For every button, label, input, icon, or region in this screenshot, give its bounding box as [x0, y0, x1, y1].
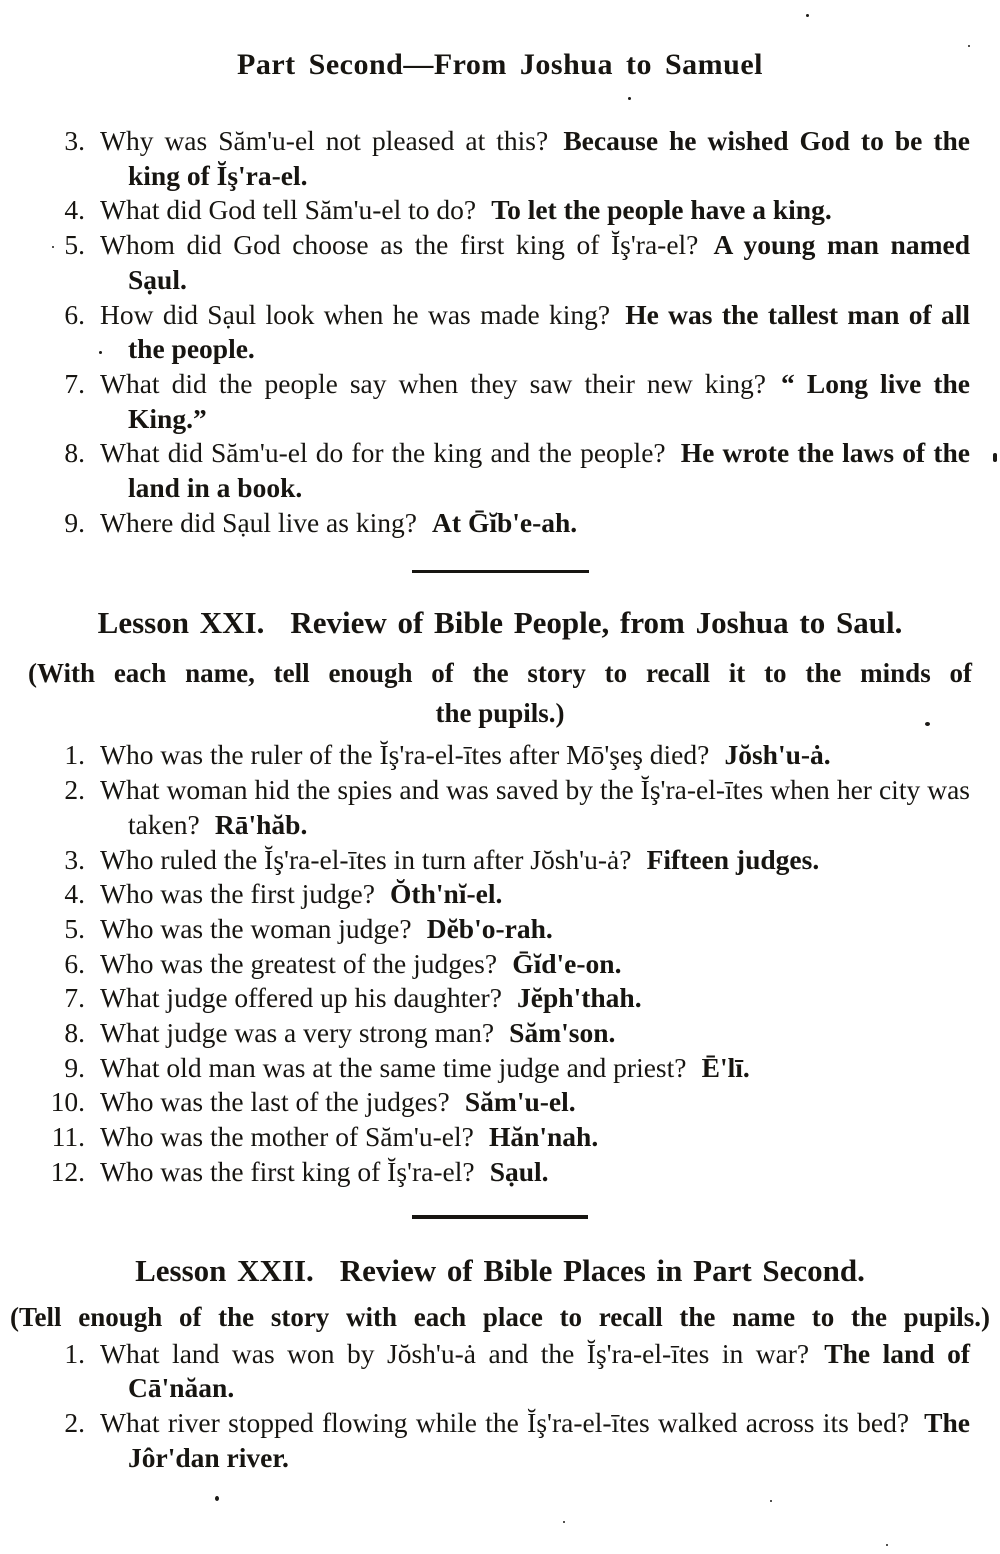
scan-speck	[925, 722, 930, 726]
item-number: 6.	[64, 947, 85, 979]
answer-text: To let the people have a king.	[491, 194, 832, 226]
section-divider	[412, 1215, 588, 1219]
question-text: Who was the last of the judges?	[100, 1086, 450, 1118]
answer-text: He wrote the laws of the land in a book.	[128, 437, 970, 504]
lesson-22-title: Review of Bible Places in Part Second.	[339, 1252, 865, 1288]
item-body	[100, 981, 970, 1016]
qa-item	[0, 193, 970, 228]
qa-item	[0, 436, 970, 505]
answer-text: Săm'u-el.	[464, 1086, 576, 1118]
item-body	[100, 298, 970, 367]
question-text: What river stopped flowing while the Ĭş'ra-el-ītes walked across its bed?	[100, 1406, 910, 1438]
qa-item	[0, 1155, 970, 1190]
question-text: Who was the greatest of the judges?	[100, 947, 498, 979]
item-number: 8.	[64, 437, 85, 469]
answer-text: Fifteen judges.	[646, 843, 820, 875]
question-text: What judge offered up his daughter?	[100, 982, 502, 1014]
question-text: How did Sạul look when he was made king?	[100, 298, 611, 330]
item-number: 3.	[64, 843, 85, 875]
answer-text: “ Long live the King.”	[128, 367, 971, 434]
lesson-22-question-list	[0, 1337, 1000, 1476]
lesson-21-question-list	[0, 738, 1000, 1189]
item-body	[100, 1406, 970, 1475]
qa-item	[0, 738, 970, 773]
lesson-21-heading	[0, 603, 1000, 643]
scan-speck	[770, 1500, 772, 1502]
qa-item	[0, 773, 970, 842]
qa-item	[0, 124, 970, 193]
item-number: 7.	[64, 982, 85, 1014]
question-text: Who was the ruler of the Ĭş'ra-el-ītes after Mō'şeş died?	[100, 739, 710, 771]
question-text: What judge was a very strong man?	[100, 1017, 495, 1049]
item-number: 4.	[64, 878, 85, 910]
scan-speck	[628, 97, 631, 100]
answer-text: Jŏsh'u-ȧ.	[724, 739, 831, 771]
lesson-22-note: (Tell enough of the story with each place to recall the name to the pupils.)	[10, 1301, 990, 1332]
question-text: What did the people say when they saw their new king?	[100, 367, 766, 399]
question-text: Who was the first king of Ĭş'ra-el?	[100, 1155, 475, 1187]
item-number: 5.	[64, 912, 85, 944]
question-text: Who ruled the Ĭş'ra-el-ītes in turn after Jŏsh'u-ȧ?	[100, 843, 632, 875]
answer-text: Because he wished God to be the king of Ĭş'ra-el.	[128, 125, 970, 191]
item-number: 1.	[64, 739, 85, 771]
lesson-22-heading	[0, 1251, 1000, 1291]
answer-text: Hăn'nah.	[488, 1121, 599, 1153]
item-body	[100, 1120, 970, 1155]
scan-speck	[886, 1544, 888, 1546]
item-number: 9.	[64, 1051, 85, 1083]
item-number: 2.	[64, 774, 85, 806]
item-number: 1.	[64, 1337, 85, 1369]
question-text: Where did Sạul live as king?	[100, 506, 417, 538]
qa-item	[0, 1085, 970, 1120]
question-text: Whom did God choose as the first king of Ĭş'ra-el?	[100, 229, 699, 261]
qa-item	[0, 1337, 970, 1406]
scan-speck	[52, 246, 54, 248]
section-divider	[412, 570, 589, 573]
qa-item	[0, 1120, 970, 1155]
scan-speck	[993, 453, 997, 462]
scan-speck	[968, 45, 970, 47]
qa-item	[0, 298, 970, 367]
item-body	[100, 193, 970, 228]
answer-text: He was the tallest man of all the people.	[128, 298, 970, 365]
qa-item	[0, 228, 970, 297]
answer-text: Ŏth'nĭ-el.	[390, 878, 503, 910]
item-body	[100, 773, 970, 842]
question-text: Who was the woman judge?	[100, 912, 412, 944]
answer-text: The Jôr'dan river.	[128, 1406, 970, 1473]
qa-item	[0, 1016, 970, 1051]
item-number: 10.	[50, 1086, 85, 1118]
answer-text: Rā'hăb.	[214, 808, 308, 840]
item-body	[100, 367, 971, 436]
answer-text: Jĕph'thah.	[517, 982, 642, 1014]
item-number: 12.	[50, 1155, 85, 1187]
note-line-1: (With each name, tell enough of the story to recall it to the minds of	[28, 658, 972, 689]
item-number: 4.	[64, 194, 85, 226]
page-title: Part Second—From Joshua to Samuel	[237, 48, 763, 81]
item-number: 6.	[64, 298, 85, 330]
item-body	[100, 843, 970, 878]
answer-text: A young man named Sạul.	[128, 229, 970, 295]
answer-text: Ḡĭd'e-on.	[512, 947, 622, 979]
lesson-21-label: Lesson XXI.	[97, 605, 265, 641]
question-text: What woman hid the spies and was saved by the Ĭş'ra-el-ītes when her city was taken?	[100, 774, 970, 840]
qa-item	[0, 506, 970, 541]
answer-text: Dĕb'o-rah.	[426, 912, 553, 944]
answer-text: At Ḡĭb'e-ah.	[432, 506, 578, 538]
qa-item	[0, 367, 970, 436]
qa-item	[0, 1406, 970, 1475]
qa-item	[0, 947, 970, 982]
item-number: 3.	[64, 125, 85, 156]
item-number: 2.	[64, 1406, 85, 1438]
question-text: What did Săm'u-el do for the king and the people?	[100, 437, 666, 469]
answer-text: The land of Cā'năan.	[128, 1337, 970, 1404]
question-text: What did God tell Săm'u-el to do?	[100, 194, 477, 226]
qa-item	[0, 843, 970, 878]
scan-speck	[215, 1496, 219, 1501]
item-body	[100, 506, 970, 541]
qa-item	[0, 877, 970, 912]
item-body	[100, 124, 970, 193]
qa-item	[0, 1051, 970, 1086]
item-number: 11.	[51, 1121, 85, 1153]
item-body	[100, 1085, 970, 1120]
item-body	[100, 738, 970, 773]
item-body	[100, 912, 970, 947]
question-text: What old man was at the same time judge and priest?	[100, 1051, 687, 1083]
item-body	[100, 436, 970, 505]
question-text: Who was the mother of Săm'u-el?	[100, 1121, 474, 1153]
item-body	[100, 877, 970, 912]
qa-item	[0, 912, 970, 947]
scan-speck	[99, 351, 102, 354]
scan-speck	[563, 1521, 565, 1523]
item-body	[100, 1337, 970, 1406]
scan-speck	[806, 14, 809, 17]
item-body	[100, 1016, 970, 1051]
question-text: Why was Săm'u-el not pleased at this?	[100, 125, 549, 156]
item-body	[100, 1051, 970, 1086]
part-second-question-list	[0, 124, 1000, 540]
answer-text: Ē'lī.	[701, 1051, 750, 1083]
lesson-21-title: Review of Bible People, from Joshua to Saul.	[290, 605, 903, 641]
lesson-22-label: Lesson XXII.	[135, 1252, 314, 1288]
item-body	[100, 228, 970, 297]
item-body	[100, 1155, 970, 1190]
note-line-2: the pupils.)	[435, 698, 565, 729]
item-number: 8.	[64, 1017, 85, 1049]
qa-item	[0, 981, 970, 1016]
answer-text: Sạul.	[489, 1155, 549, 1187]
item-number: 7.	[64, 367, 85, 399]
answer-text: Săm'son.	[509, 1017, 616, 1049]
item-body	[100, 947, 970, 982]
item-number: 5.	[64, 229, 85, 261]
item-number: 9.	[64, 506, 85, 538]
question-text: Who was the first judge?	[100, 878, 375, 910]
lesson-21-note	[0, 653, 1000, 733]
question-text: What land was won by Jŏsh'u-ȧ and the Ĭş'ra-el-ītes in war?	[100, 1337, 810, 1369]
